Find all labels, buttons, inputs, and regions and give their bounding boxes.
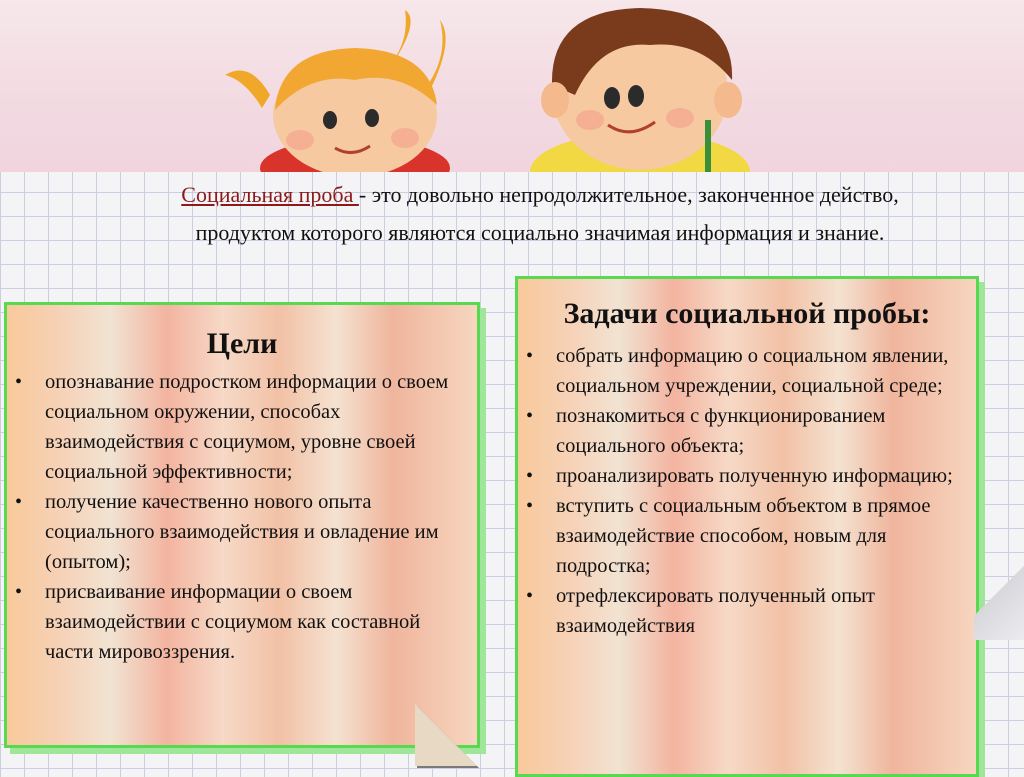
goals-item: • присваивание информации о своем взаимодействии с социумом как составной части мировоззрения. xyxy=(15,577,467,667)
goals-item: • получение качественно нового опыта социального взаимодействия и овладение им (опытом); xyxy=(15,487,467,577)
goals-title: Цели xyxy=(206,327,278,360)
definition-body: - это довольно непродолжительное, законченное действо, продуктом которого являются социально значимая информация и знание. xyxy=(195,182,899,245)
goals-panel xyxy=(4,302,480,748)
page-curl-decoration xyxy=(415,704,477,766)
tasks-list xyxy=(518,341,976,641)
tasks-item: • вступить с социальным объектом в прямое взаимодействие способом, новым для подростка; xyxy=(526,491,966,581)
girl-figure xyxy=(225,10,450,172)
boy-figure xyxy=(530,8,750,172)
tasks-panel xyxy=(515,276,979,777)
children-illustration xyxy=(0,0,1024,172)
tasks-item: • познакомиться с функционированием социального объекта; xyxy=(526,401,966,461)
header-illustration xyxy=(0,0,1024,172)
goals-item: • опознавание подростком информации о своем социальном окружении, способах взаимодействия с социумом, уровне своей социальной эффективности; xyxy=(15,367,467,487)
goals-list xyxy=(7,367,477,667)
definition-text xyxy=(150,176,930,252)
paper-curl-decoration xyxy=(974,540,1024,640)
definition-term: Социальная проба xyxy=(181,182,359,207)
tasks-item: • собрать информацию о социальном явлении, социальном учреждении, социальной среде; xyxy=(526,341,966,401)
tasks-item: • проанализировать полученную информацию; xyxy=(526,461,966,491)
tasks-title: Задачи социальной пробы: xyxy=(563,297,931,330)
tasks-item: • отрефлексировать полученный опыт взаимодействия xyxy=(526,581,966,641)
